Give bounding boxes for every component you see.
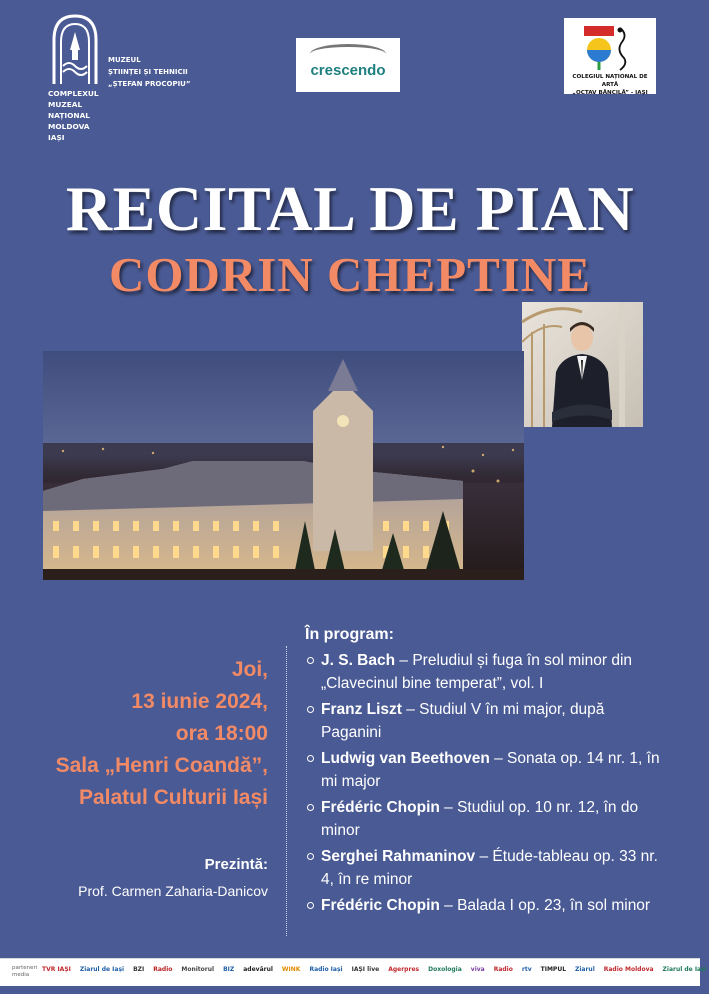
work-title: – Sonata op. 14 nr. 1, în mi major <box>321 749 660 790</box>
presenter-name: Prof. Carmen Zaharia-Danicov <box>78 883 268 899</box>
program-item <box>305 649 665 696</box>
work-title: – Studiul op. 10 nr. 12, în do minor <box>321 798 639 839</box>
pianist-portrait-photo <box>522 302 643 427</box>
museum-emblem-icon <box>50 14 100 86</box>
circle-bullet-icon <box>307 706 314 713</box>
recital-title: RECITAL DE PIAN <box>65 173 635 244</box>
event-hall: Sala „Henri Coandă”, <box>55 754 268 777</box>
composer-name: Franz Liszt <box>321 700 402 718</box>
sponsor-logo: Agerpres <box>388 966 420 973</box>
sponsor-logo: Radio Moldova <box>603 966 654 973</box>
composer-name: Frédéric Chopin <box>321 798 440 816</box>
art-college-logo <box>564 18 656 94</box>
media-partners-bar <box>0 958 707 986</box>
event-time: ora 18:00 <box>175 722 268 745</box>
event-venue: Palatul Culturii Iași <box>78 786 268 809</box>
composer-name: Frédéric Chopin <box>321 896 440 914</box>
circle-bullet-icon <box>307 657 314 664</box>
sponsor-logo: Radio <box>153 966 173 973</box>
sponsor-logo: TIMPUL <box>540 966 567 973</box>
program-list <box>305 649 665 918</box>
composer-name: Ludwig van Beethoven <box>321 749 490 767</box>
art-college-emblem-icon <box>582 24 632 72</box>
work-title: – Étude-tableau op. 33 nr. 4, în re minor <box>321 847 658 888</box>
sponsor-logo: TVR IAȘI <box>42 966 71 973</box>
program-item <box>305 894 665 918</box>
museum-complex-name: COMPLEXUL MUZEAL NAȚIONAL MOLDOVA IAȘI <box>48 89 99 142</box>
museum-science-name: MUZEUL ȘTIINȚEI ȘI TEHNICII „ȘTEFAN PROCOPIU” <box>108 56 191 88</box>
sponsor-logo: Doxologia <box>428 966 462 973</box>
palace-of-culture-photo <box>43 351 524 580</box>
work-title: – Studiul V în mi major, după Paganini <box>321 700 605 741</box>
sponsor-logo: BIZ <box>223 966 235 973</box>
media-partners-label: parteneri media <box>12 965 38 978</box>
work-title: – Balada I op. 23, în sol minor <box>439 896 651 914</box>
art-college-name: COLEGIUL NAȚIONAL DE ARTĂ „OCTAV BĂNCILĂ” - IAȘI <box>572 74 648 96</box>
museum-complex-logo <box>46 14 196 142</box>
sponsor-logo: BZI <box>133 966 145 973</box>
program-item <box>305 796 665 843</box>
sponsor-logo: IAȘI live <box>351 966 380 973</box>
sponsor-logo: adevărul <box>243 966 273 973</box>
bottom-strip <box>0 986 700 994</box>
performer-name: CODRIN CHEPTINE <box>109 247 591 302</box>
program-item <box>305 845 665 892</box>
composer-name: Serghei Rahmaninov <box>321 847 476 865</box>
event-date: 13 iunie 2024, <box>131 690 268 713</box>
sponsor-logos <box>40 965 709 974</box>
circle-bullet-icon <box>307 755 314 762</box>
circle-bullet-icon <box>307 853 314 860</box>
sponsor-logo: Ziarul de Iași <box>79 966 125 973</box>
program-item <box>305 698 665 745</box>
composer-name: J. S. Bach <box>321 651 396 669</box>
program-heading: În program: <box>305 626 394 643</box>
program-section <box>305 623 665 919</box>
sponsor-logo: Ziarul <box>575 966 595 973</box>
circle-bullet-icon <box>307 804 314 811</box>
presenter-label: Prezintă: <box>204 856 268 873</box>
work-title: – Preludiul și fuga în sol minor din „Clavecinul bine temperat”, vol. I <box>321 651 633 692</box>
program-item <box>305 747 665 794</box>
event-details <box>56 654 268 814</box>
sponsor-logo: viva <box>470 966 485 973</box>
crescendo-logo <box>296 38 400 92</box>
sponsor-logo: WINK <box>281 966 301 973</box>
sponsor-logo: rtv <box>521 966 532 973</box>
sponsor-logo: Radio Iași <box>309 966 343 973</box>
crescendo-wordmark: crescendo <box>310 62 386 79</box>
divider-line <box>286 646 287 936</box>
sponsor-logo: Radio <box>493 966 513 973</box>
event-day: Joi, <box>231 658 268 681</box>
circle-bullet-icon <box>307 902 314 909</box>
sponsor-logo: Monitorul <box>181 966 215 973</box>
sponsor-logo: Ziarul de Iași <box>662 966 707 973</box>
presenter-block <box>78 854 268 902</box>
crescendo-arc-icon <box>310 44 386 64</box>
